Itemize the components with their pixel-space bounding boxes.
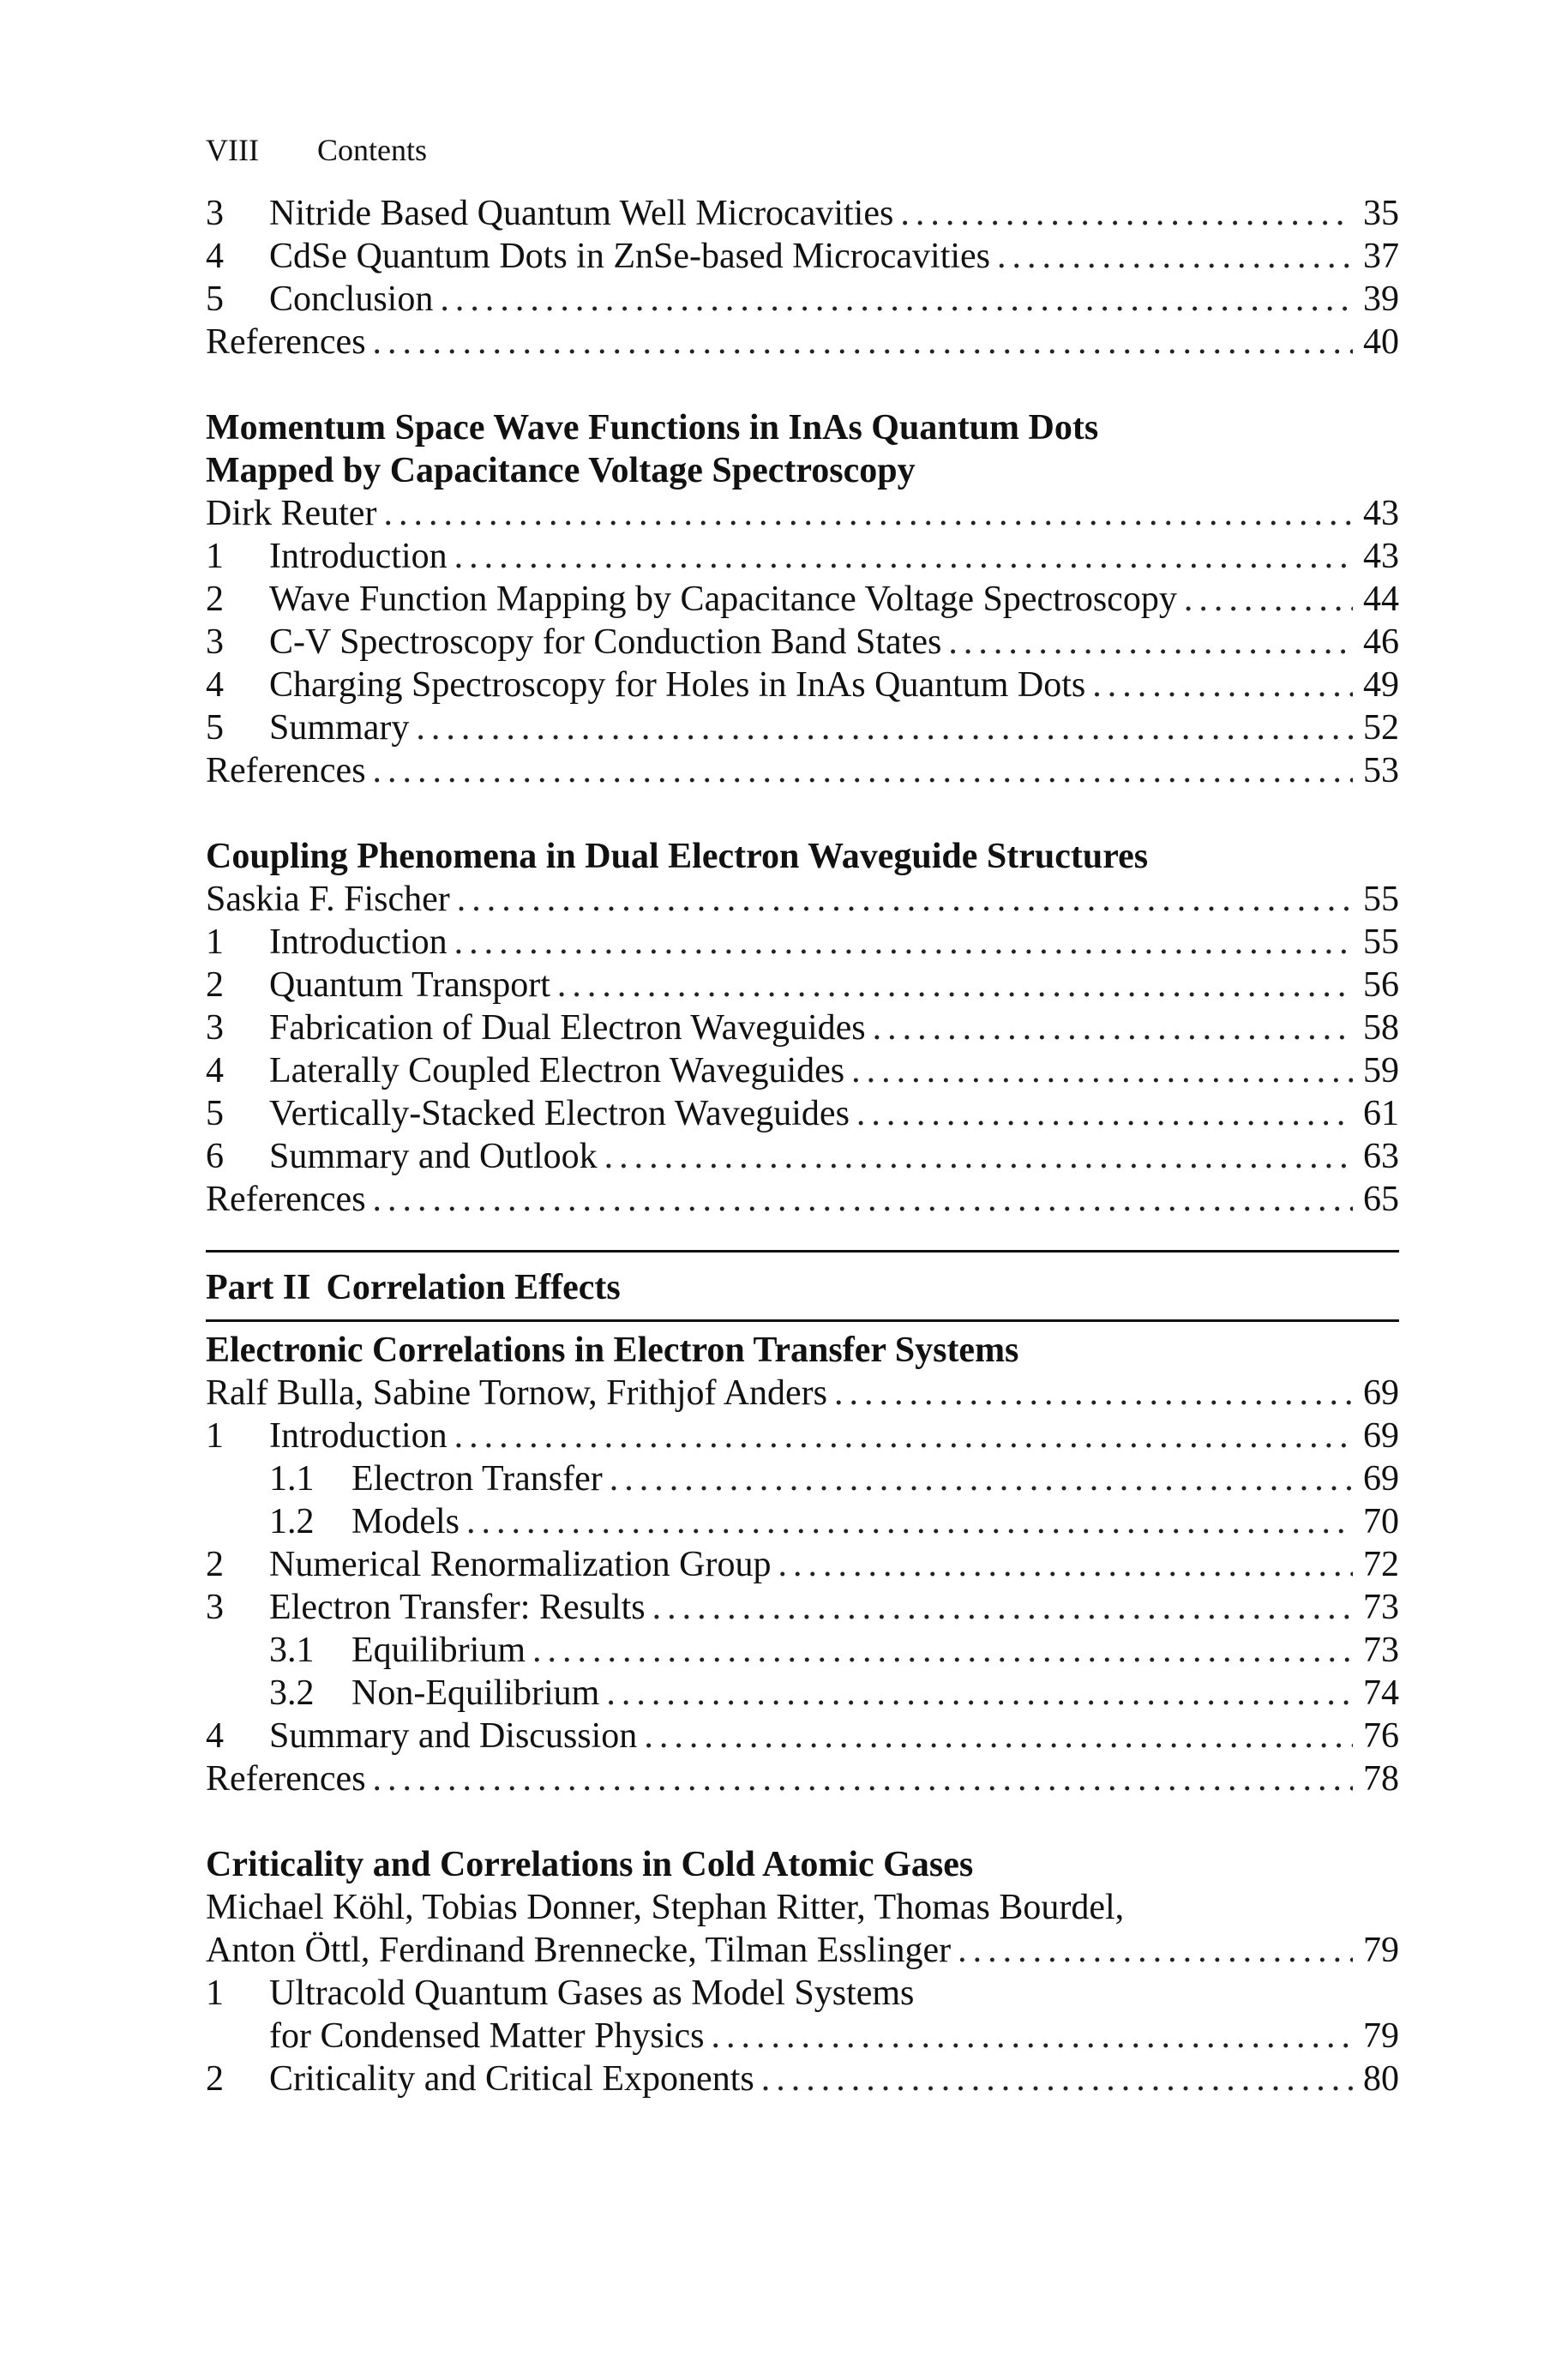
toc-entry[interactable] xyxy=(206,1049,1399,1092)
part-label: Part II xyxy=(206,1268,311,1307)
author-line[interactable] xyxy=(206,1886,1399,1929)
entry-title: References xyxy=(206,1759,366,1799)
article-coupling-phenomena xyxy=(206,835,1399,1221)
entry-page: 78 xyxy=(1363,1759,1399,1799)
entry-title: Electron Transfer: Results xyxy=(269,1588,646,1627)
entry-title: Introduction xyxy=(269,922,448,962)
entry-page: 49 xyxy=(1363,665,1399,705)
dot-leader xyxy=(850,1092,1353,1135)
dot-leader xyxy=(448,921,1353,964)
dot-leader xyxy=(941,621,1353,664)
toc-entry[interactable] xyxy=(206,964,1399,1006)
entry-page: 79 xyxy=(1363,1931,1399,1970)
dot-leader xyxy=(646,1586,1353,1629)
toc-entry[interactable] xyxy=(206,192,1399,235)
entry-page: 37 xyxy=(1363,237,1399,276)
entry-number: 3 xyxy=(206,1008,224,1048)
toc-entry[interactable] xyxy=(206,535,1399,578)
dot-leader xyxy=(771,1543,1353,1586)
entry-number: 2 xyxy=(206,965,224,1005)
entry-page: 39 xyxy=(1363,279,1399,319)
toc-entry[interactable] xyxy=(206,1135,1399,1178)
entry-number: 5 xyxy=(206,708,224,748)
entry-number: 4 xyxy=(206,1716,224,1756)
entry-title: Laterally Coupled Electron Waveguides xyxy=(269,1051,845,1090)
entry-page: 40 xyxy=(1363,322,1399,362)
entry-page: 69 xyxy=(1363,1373,1399,1413)
entry-number: 1 xyxy=(206,1416,224,1456)
entry-number: 3.2 xyxy=(269,1673,315,1713)
author-line[interactable] xyxy=(206,492,1399,535)
entry-number: 1 xyxy=(206,537,224,576)
entry-number: 1.1 xyxy=(269,1459,315,1499)
dot-leader xyxy=(448,535,1353,578)
dot-leader xyxy=(409,706,1353,749)
entry-page: 61 xyxy=(1363,1094,1399,1133)
article-title[interactable]: Criticality and Correlations in Cold Atomic Gases xyxy=(206,1845,974,1884)
entry-title: Equilibrium xyxy=(351,1631,526,1670)
running-title: Contents xyxy=(317,133,428,167)
toc-subentry[interactable] xyxy=(206,1629,1399,1672)
entry-number: 4 xyxy=(206,1051,224,1090)
author-line-continued[interactable] xyxy=(206,1929,1399,1972)
dot-leader xyxy=(598,1135,1353,1178)
entry-page: 65 xyxy=(1363,1180,1399,1219)
dot-leader xyxy=(754,2058,1353,2100)
toc-entry[interactable] xyxy=(206,278,1399,321)
toc-subentry[interactable] xyxy=(206,1500,1399,1543)
toc-entries-continued xyxy=(206,192,1399,363)
entry-page: 35 xyxy=(1363,194,1399,233)
entry-number: 3 xyxy=(206,1588,224,1627)
toc-entry[interactable] xyxy=(206,1092,1399,1135)
entry-page: 73 xyxy=(1363,1588,1399,1627)
entry-title: References xyxy=(206,1180,366,1219)
part-heading[interactable] xyxy=(206,1250,1399,1322)
entry-number: 3 xyxy=(206,194,224,233)
entry-title: Introduction xyxy=(269,1416,448,1456)
entry-number: 5 xyxy=(206,1094,224,1133)
dot-leader xyxy=(866,1006,1353,1049)
author-line[interactable] xyxy=(206,1372,1399,1415)
entry-page: 52 xyxy=(1363,708,1399,748)
entry-page: 74 xyxy=(1363,1673,1399,1713)
entry-title: for Condensed Matter Physics xyxy=(269,2016,705,2056)
entry-number: 4 xyxy=(206,665,224,705)
dot-leader xyxy=(450,878,1353,921)
entry-number: 4 xyxy=(206,237,224,276)
dot-leader xyxy=(366,749,1353,792)
entry-number: 2 xyxy=(206,580,224,619)
toc-entry-continued[interactable] xyxy=(206,2015,1399,2058)
entry-page: 63 xyxy=(1363,1137,1399,1176)
dot-leader xyxy=(893,192,1353,235)
entry-number: 1 xyxy=(206,922,224,962)
entry-page: 44 xyxy=(1363,580,1399,619)
entry-page: 55 xyxy=(1363,880,1399,919)
author-names: Saskia F. Fischer xyxy=(206,880,450,919)
toc-subentry[interactable] xyxy=(206,1672,1399,1715)
entry-page: 73 xyxy=(1363,1631,1399,1670)
entry-title: Wave Function Mapping by Capacitance Voltage Spectroscopy xyxy=(269,580,1177,619)
entry-title: Summary and Discussion xyxy=(269,1716,638,1756)
toc-entry[interactable] xyxy=(206,1586,1399,1629)
entry-page: 76 xyxy=(1363,1716,1399,1756)
entry-page: 80 xyxy=(1363,2059,1399,2099)
entry-page: 70 xyxy=(1363,1502,1399,1541)
toc-entry[interactable] xyxy=(206,1006,1399,1049)
toc-entry[interactable] xyxy=(206,578,1399,621)
entry-number: 6 xyxy=(206,1137,224,1176)
dot-leader xyxy=(599,1672,1353,1715)
entry-title: References xyxy=(206,322,366,362)
entry-page: 79 xyxy=(1363,2016,1399,2056)
toc-entry[interactable] xyxy=(206,1972,1399,2015)
entry-title: Quantum Transport xyxy=(269,965,550,1005)
entry-number: 3.1 xyxy=(269,1631,315,1670)
dot-leader xyxy=(844,1049,1353,1092)
dot-leader xyxy=(526,1629,1353,1672)
author-line[interactable] xyxy=(206,878,1399,921)
toc-entry[interactable] xyxy=(206,621,1399,664)
entry-number: 3 xyxy=(206,622,224,662)
entry-title: Vertically-Stacked Electron Waveguides xyxy=(269,1094,850,1133)
entry-title: Electron Transfer xyxy=(351,1459,603,1499)
entry-number: 1 xyxy=(206,1973,224,2013)
author-names: Michael Köhl, Tobias Donner, Stephan Ritter, Thomas Bourdel, xyxy=(206,1888,1125,1927)
entry-page: 69 xyxy=(1363,1416,1399,1456)
entry-title: Conclusion xyxy=(269,279,434,319)
dot-leader xyxy=(951,1929,1353,1972)
part-title: Correlation Effects xyxy=(326,1268,621,1307)
entry-title: Numerical Renormalization Group xyxy=(269,1545,772,1584)
entry-number: 5 xyxy=(206,279,224,319)
dot-leader xyxy=(1177,578,1353,621)
dot-leader xyxy=(460,1500,1353,1543)
entry-title: Ultracold Quantum Gases as Model Systems xyxy=(269,1973,915,2013)
toc-entry[interactable] xyxy=(206,235,1399,278)
toc-entry[interactable] xyxy=(206,1415,1399,1457)
toc-entry-references[interactable] xyxy=(206,1178,1399,1221)
toc-entry-references[interactable] xyxy=(206,1757,1399,1800)
entry-page: 69 xyxy=(1363,1459,1399,1499)
entry-page: 58 xyxy=(1363,1008,1399,1048)
dot-leader xyxy=(1085,664,1353,706)
entry-title: References xyxy=(206,751,366,790)
entry-title: Models xyxy=(351,1502,460,1541)
entry-title: Charging Spectroscopy for Holes in InAs Quantum Dots xyxy=(269,665,1086,705)
entry-page: 72 xyxy=(1363,1545,1399,1584)
entry-page: 46 xyxy=(1363,622,1399,662)
dot-leader xyxy=(366,1178,1353,1221)
dot-leader xyxy=(827,1372,1353,1415)
dot-leader xyxy=(366,1757,1353,1800)
entry-page: 59 xyxy=(1363,1051,1399,1090)
toc-entry[interactable] xyxy=(206,706,1399,749)
dot-leader xyxy=(603,1457,1353,1500)
author-names: Ralf Bulla, Sabine Tornow, Frithjof Anders xyxy=(206,1373,827,1413)
toc-entry[interactable] xyxy=(206,921,1399,964)
article-momentum-space xyxy=(206,406,1399,792)
toc-subentry[interactable] xyxy=(206,1457,1399,1500)
dot-leader xyxy=(637,1715,1353,1757)
entry-page: 55 xyxy=(1363,922,1399,962)
article-title-continued[interactable]: Mapped by Capacitance Voltage Spectroscopy xyxy=(206,451,916,490)
page-folio: VIII xyxy=(206,133,259,167)
toc-entry[interactable] xyxy=(206,664,1399,706)
entry-title: C-V Spectroscopy for Conduction Band States xyxy=(269,622,942,662)
article-title[interactable]: Coupling Phenomena in Dual Electron Waveguide Structures xyxy=(206,837,1149,876)
article-electronic-correlations xyxy=(206,1329,1399,1800)
dot-leader xyxy=(376,492,1353,535)
dot-leader xyxy=(433,278,1353,321)
entry-number: 2 xyxy=(206,2059,224,2099)
dot-leader xyxy=(366,321,1353,363)
entry-page: 43 xyxy=(1363,494,1399,533)
toc-entry[interactable] xyxy=(206,1543,1399,1586)
toc-entry-references[interactable] xyxy=(206,321,1399,363)
article-title[interactable]: Momentum Space Wave Functions in InAs Quantum Dots xyxy=(206,408,1099,448)
entry-title: Nitride Based Quantum Well Microcavities xyxy=(269,194,894,233)
entry-title: Non-Equilibrium xyxy=(351,1673,600,1713)
entry-title: Criticality and Critical Exponents xyxy=(269,2059,754,2099)
author-names: Anton Öttl, Ferdinand Brennecke, Tilman Esslinger xyxy=(206,1931,952,1970)
entry-title: Introduction xyxy=(269,537,448,576)
article-title[interactable]: Electronic Correlations in Electron Transfer Systems xyxy=(206,1331,1019,1370)
entry-number: 1.2 xyxy=(269,1502,315,1541)
entry-title: Summary xyxy=(269,708,410,748)
dot-leader xyxy=(448,1415,1353,1457)
entry-page: 43 xyxy=(1363,537,1399,576)
author-names: Dirk Reuter xyxy=(206,494,377,533)
toc-page xyxy=(206,129,1399,2100)
entry-title: CdSe Quantum Dots in ZnSe-based Microcavities xyxy=(269,237,991,276)
dot-leader xyxy=(704,2015,1353,2058)
entry-number: 2 xyxy=(206,1545,224,1584)
dot-leader xyxy=(550,964,1353,1006)
article-criticality xyxy=(206,1843,1399,2100)
entry-page: 56 xyxy=(1363,965,1399,1005)
entry-page: 53 xyxy=(1363,751,1399,790)
entry-title: Summary and Outlook xyxy=(269,1137,598,1176)
entry-title: Fabrication of Dual Electron Waveguides xyxy=(269,1008,866,1048)
toc-entry[interactable] xyxy=(206,1715,1399,1757)
dot-leader xyxy=(990,235,1353,278)
running-header xyxy=(206,129,1399,185)
toc-entry-references[interactable] xyxy=(206,749,1399,792)
toc-entry[interactable] xyxy=(206,2058,1399,2100)
